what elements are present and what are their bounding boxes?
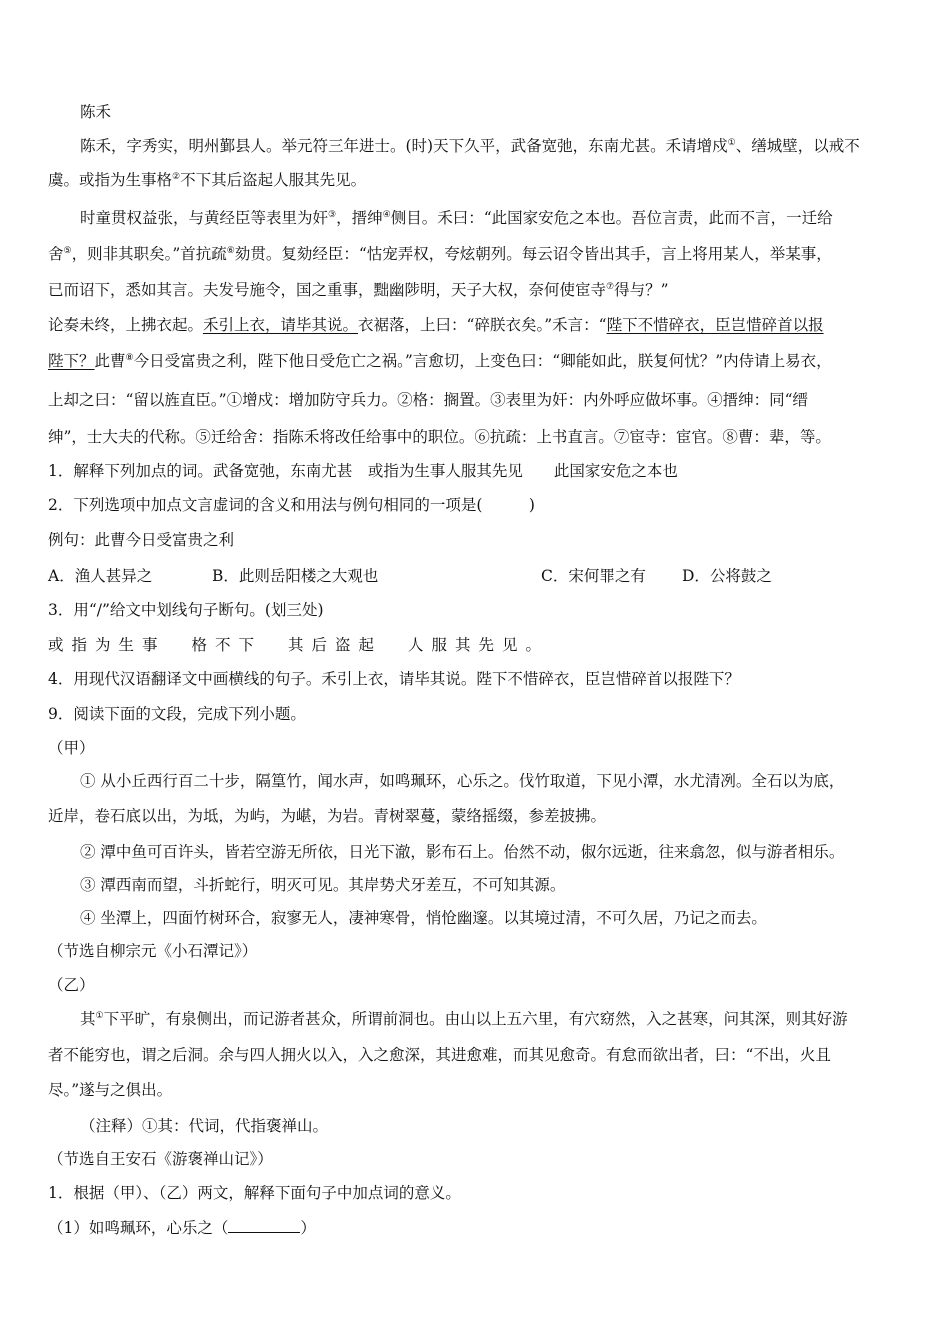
section-jia-label: （甲）	[48, 739, 95, 757]
passage-line: 时童贯权益张，与黄经臣等表里为奸③，搢绅④侧目。禾曰：“此国家安危之本也。吾位言责，此而不言，一迁给	[80, 209, 833, 227]
passage-line: ② 潭中鱼可百许头，皆若空游无所依，日光下澈，影布石上。佁然不动，俶尔远逝，往来翕忽，似与游者相乐。	[80, 843, 845, 861]
passage-line: 论奏未终，上拂衣起。禾引上衣，请毕其说。衣裾落，上曰：“碎朕衣矣。”禾言：“陛下不惜碎衣，臣岂惜碎首以报	[48, 316, 824, 334]
passage-line: 虞。或指为生事格②不下其后盗起人服其先见。	[48, 171, 367, 189]
option-a: A．渔人甚异之	[48, 567, 153, 585]
answer-blank[interactable]	[228, 1218, 300, 1233]
passage-line: 上却之曰：“留以旌直臣。”①增戍：增加防守兵力。②格：搁置。③表里为奸：内外呼应做坏事。④搢绅：同“缙	[48, 391, 809, 409]
question-2: 2．下列选项中加点文言虚词的含义和用法与例句相同的一项是( )	[48, 496, 535, 514]
sub-question-1-1: （1）如鸣珮环，心乐之（ ）	[48, 1219, 316, 1237]
option-d: D．公将鼓之	[682, 567, 772, 585]
source-citation: （节选自柳宗元《小石潭记》）	[48, 942, 258, 960]
option-b: B．此则岳阳楼之大观也	[212, 567, 379, 585]
passage-line: 舍⑤，则非其职矣。”首抗疏⑥劾贯。复劾经臣：“怙宠弄权，夸炫朝列。每云诏令皆出其手，言上将用某人，举某事，	[48, 245, 832, 263]
section-yi-label: （乙）	[48, 976, 95, 994]
underlined-sentence: 禾引上衣，请毕其说。	[203, 316, 359, 334]
passage-line: 陈禾，字秀实，明州鄞县人。举元符三年进士。(时)天下久平，武备宽弛，东南尤甚。禾请增戍①、缮城壁，以戒不	[80, 137, 860, 155]
passage-line: 其①下平旷，有泉侧出，而记游者甚众，所谓前洞也。由山以上五六里，有穴窈然，入之甚寒，问其深，则其好游	[80, 1010, 848, 1028]
passage-line: 近岸，卷石底以出，为坻，为屿，为嵁，为岩。青树翠蔓，蒙络摇缀，参差披拂。	[48, 807, 607, 825]
passage-line: 尽。”遂与之俱出。	[48, 1081, 173, 1099]
question-3: 3．用“/”给文中划线句子断句。(划三处)	[48, 601, 324, 619]
passage-line: 绅”，士大夫的代称。⑤迁给舍：指陈禾将改任给事中的职位。⑥抗疏：上书直言。⑦宦寺：宦官。⑧曹：辈，等。	[48, 428, 831, 446]
passage-title: 陈禾	[80, 103, 112, 121]
passage-line: 已而诏下，悉如其言。夫发号施令，国之重事，黜幽陟明，天子大权，奈何使宦寺⑦得与？”	[48, 281, 669, 299]
underlined-sentence: 陛下不惜碎衣，臣岂惜碎首以报	[606, 316, 824, 334]
example-sentence: 例句：此曹今日受富贵之利	[48, 531, 235, 549]
option-c: C．宋何罪之有	[541, 567, 646, 585]
passage-line: 者不能穷也，谓之后洞。余与四人拥火以入，入之愈深，其进愈难，而其见愈奇。有怠而欲出者，曰：“不出，火且	[48, 1046, 831, 1064]
passage-line: 陛下？此曹⑧今日受富贵之利，陛下他日受危亡之祸。”言愈切，上变色曰：“卿能如此，朕复何忧？”内侍请上易衣，	[48, 352, 832, 370]
question-9-intro: 9．阅读下面的文段，完成下列小题。	[48, 705, 306, 723]
source-citation: （节选自王安石《游褒禅山记》）	[48, 1150, 273, 1168]
sub-question-1: 1．根据（甲）、（乙）两文，解释下面句子中加点词的意义。	[48, 1184, 461, 1202]
punctuation-sentence: 或指为生事 格不下 其后盗起 人服其先见。	[48, 636, 550, 654]
question-1: 1．解释下列加点的词。武备宽弛，东南尤甚 或指为生事人服其先见 此国家安危之本也	[48, 462, 678, 480]
question-4: 4．用现代汉语翻译文中画横线的句子。禾引上衣，请毕其说。陛下不惜碎衣，臣岂惜碎首以报陛下？	[48, 670, 740, 688]
passage-line: ④ 坐潭上，四面竹树环合，寂寥无人，凄神寒骨，悄怆幽邃。以其境过清，不可久居，乃记之而去。	[80, 909, 767, 927]
underlined-sentence: 陛下？	[48, 352, 95, 370]
annotation-note: （注释）①其：代词，代指褒禅山。	[80, 1117, 329, 1135]
passage-line: ① 从小丘西行百二十步，隔篁竹，闻水声，如鸣珮环，心乐之。伐竹取道，下见小潭，水尤清冽。全石以为底，	[80, 772, 845, 790]
passage-line: ③ 潭西南而望，斗折蛇行，明灭可见。其岸势犬牙差互，不可知其源。	[80, 876, 566, 894]
